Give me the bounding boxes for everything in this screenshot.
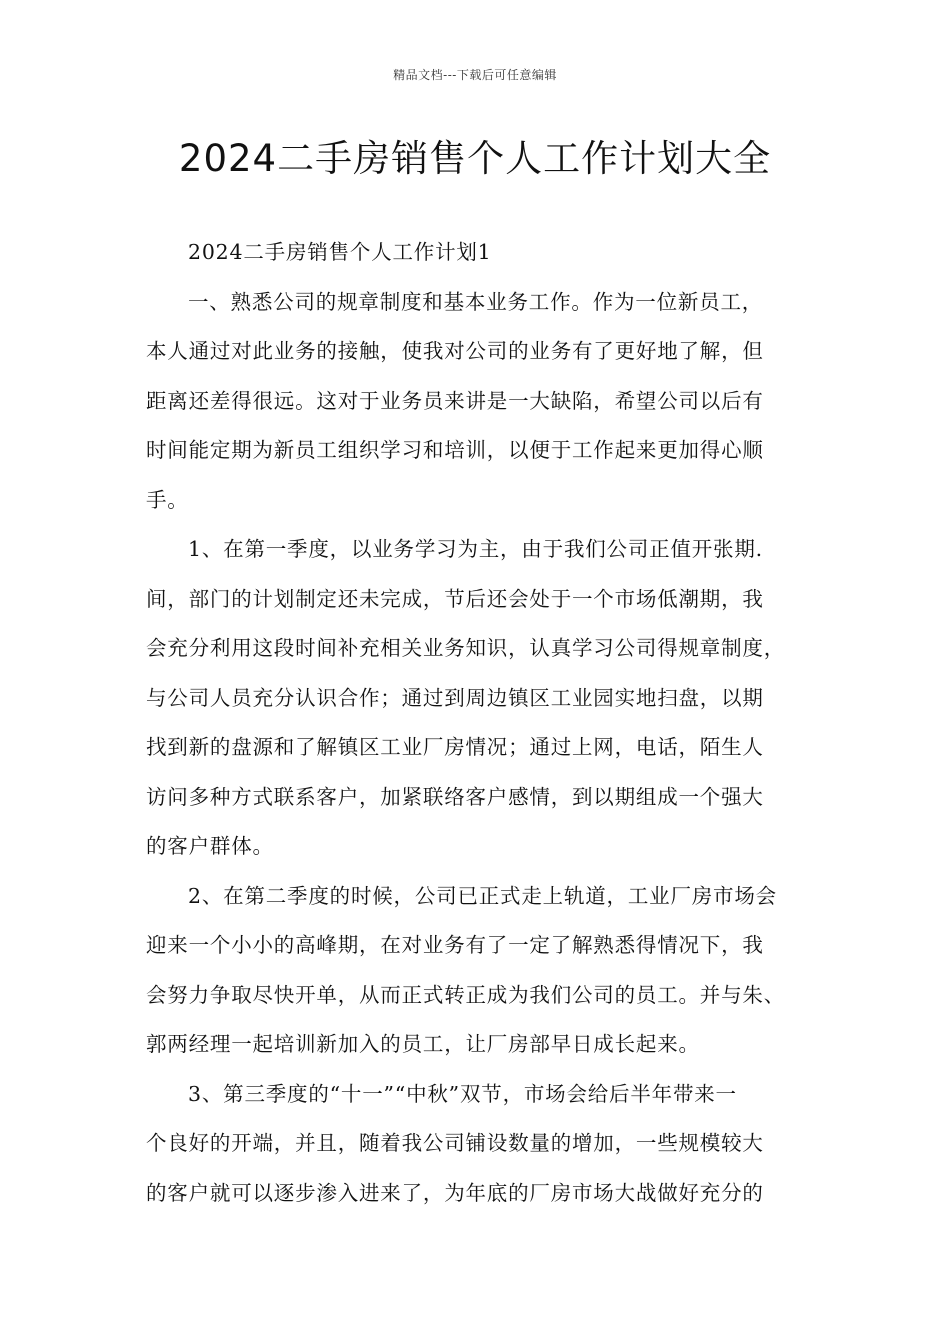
text-line: 访问多种方式联系客户，加紧联络客户感情，到以期组成一个强大 — [146, 784, 764, 809]
text-line: 2024二手房销售个人工作计划1 — [188, 240, 492, 264]
text-line: 会充分利用这段时间补充相关业务知识，认真学习公司得规章制度， — [146, 636, 785, 660]
text-line: 与公司人员充分认识合作；通过到周边镇区工业园实地扫盘，以期 — [146, 685, 764, 710]
text-line: 2、在第二季度的时候，公司已正式走上轨道，工业厂房市场会 — [188, 883, 777, 908]
page-title: 2024二手房销售个人工作计划大全 — [178, 137, 772, 180]
text-line: 距离还差得很远。这对于业务员来讲是一大缺陷，希望公司以后有 — [146, 388, 764, 413]
text-line: 郭两经理一起培训新加入的员工，让厂房部早日成长起来。 — [146, 1032, 700, 1056]
text-line: 个良好的开端，并且，随着我公司铺设数量的增加，一些规模较大 — [146, 1131, 764, 1155]
text-line: 3、第三季度的“十一”“中秋”双节，市场会给后半年带来一 — [188, 1081, 737, 1106]
text-line: 迎来一个小小的高峰期，在对业务有了一定了解熟悉得情况下，我 — [146, 933, 764, 957]
text-line: 时间能定期为新员工组织学习和培训，以便于工作起来更加得心顺 — [146, 438, 764, 462]
text-line: 的客户群体。 — [146, 834, 274, 858]
text-line: 手。 — [146, 487, 189, 512]
text-line: 找到新的盘源和了解镇区工业厂房情况；通过上网，电话，陌生人 — [146, 735, 764, 759]
text-line: 会努力争取尽快开单，从而正式转正成为我们公司的员工。并与朱、 — [146, 982, 785, 1007]
header-note: 精品文档---下载后可任意编辑 — [393, 68, 557, 82]
text-line: 的客户就可以逐步渗入进来了，为年底的厂房市场大战做好充分的 — [146, 1180, 764, 1205]
text-line: 一、熟悉公司的规章制度和基本业务工作。作为一位新员工， — [188, 289, 764, 314]
text-line: 1、在第一季度，以业务学习为主，由于我们公司正值开张期. — [188, 537, 763, 561]
text-line: 本人通过对此业务的接触，使我对公司的业务有了更好地了解，但 — [146, 339, 764, 363]
text-line: 间，部门的计划制定还未完成，节后还会处于一个市场低潮期，我 — [146, 586, 764, 611]
document-body — [146, 232, 811, 1222]
